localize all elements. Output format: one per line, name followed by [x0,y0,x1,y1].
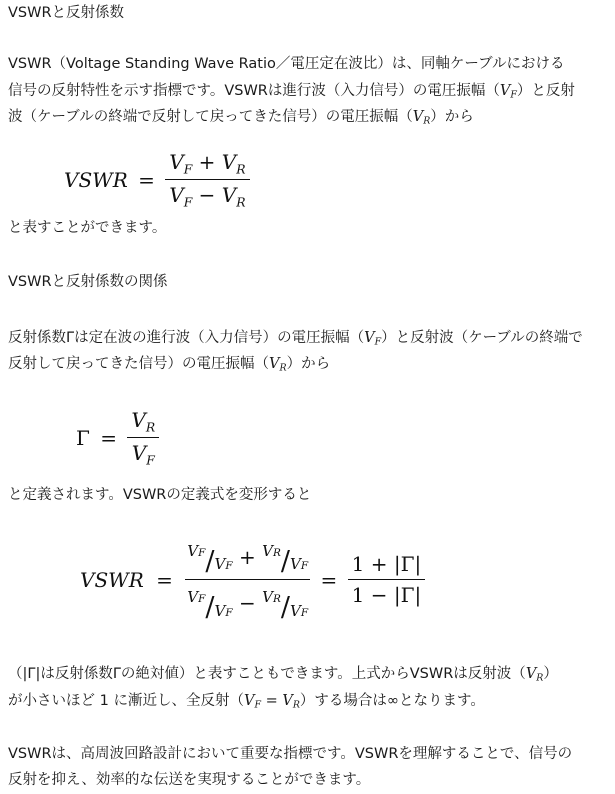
equation-vswr-gamma: VSWR = $\frac{^{VF}/_{VF} + ^{VR}/_{VF}}{^{VF}/_{VF} - ^{VR}/_{VF}}$ = $\frac{1 + |\Gamma|}{1 - |\Gamma|}$ [80,540,425,620]
section-title-relation: VSWRと反射係数の関係 [8,274,168,290]
conclusion-line-2: 反射を抑え、効率的な伝送を実現することができます。 [8,772,371,788]
abs-desc-line-2: が小さいほど 1 に漸近し、全反射$(V_F = V_R)$する場合は∞となります。 [8,693,485,711]
abs-desc-line-1: （|Γ|は反射係数Γの絶対値）と表すこともできます。上式からVSWRは反射波$(V_R)$ [8,666,558,684]
intro-line-3: 波（ケーブルの終端で反射して戻ってきた信号）の電圧振幅$(V_R)$から [8,109,474,127]
conclusion-line-1: VSWRは、高周波回路設計において重要な指標です。VSWRを理解することで、信号の [8,746,573,762]
equation-gamma-definition: Γ = $\frac{V_R}{V_F}$ [76,408,159,468]
intro-line-2: 信号の反射特性を示す指標です。VSWRは進行波（入力信号）の電圧振幅$(V_F)$と反射 [8,83,575,101]
symbol-vr: $V_R$ [412,109,431,127]
intro-line-1: VSWR（Voltage Standing Wave Ratio／電圧定在波比）は、同軸ケーブルにおける [8,56,565,72]
gamma-desc-line-2: 反射して戻ってきた信号）の電圧振幅$(V_R)$から [8,356,331,374]
symbol-vf: $V_F$ [499,83,517,101]
after-equation-1: と表すことができます。 [8,220,167,236]
after-equation-2: と定義されます。VSWRの定義式を変形すると [8,487,312,503]
equation-vswr-definition: VSWR = $\frac{V_F + V_R}{V_F - V_R}$ [64,150,250,210]
gamma-desc-line-1: 反射係数Γは定在波の進行波（入力信号）の電圧振幅$(V_F)$と反射波（ケーブルの終端で [8,330,583,348]
page-title: VSWRと反射係数 [8,5,125,21]
